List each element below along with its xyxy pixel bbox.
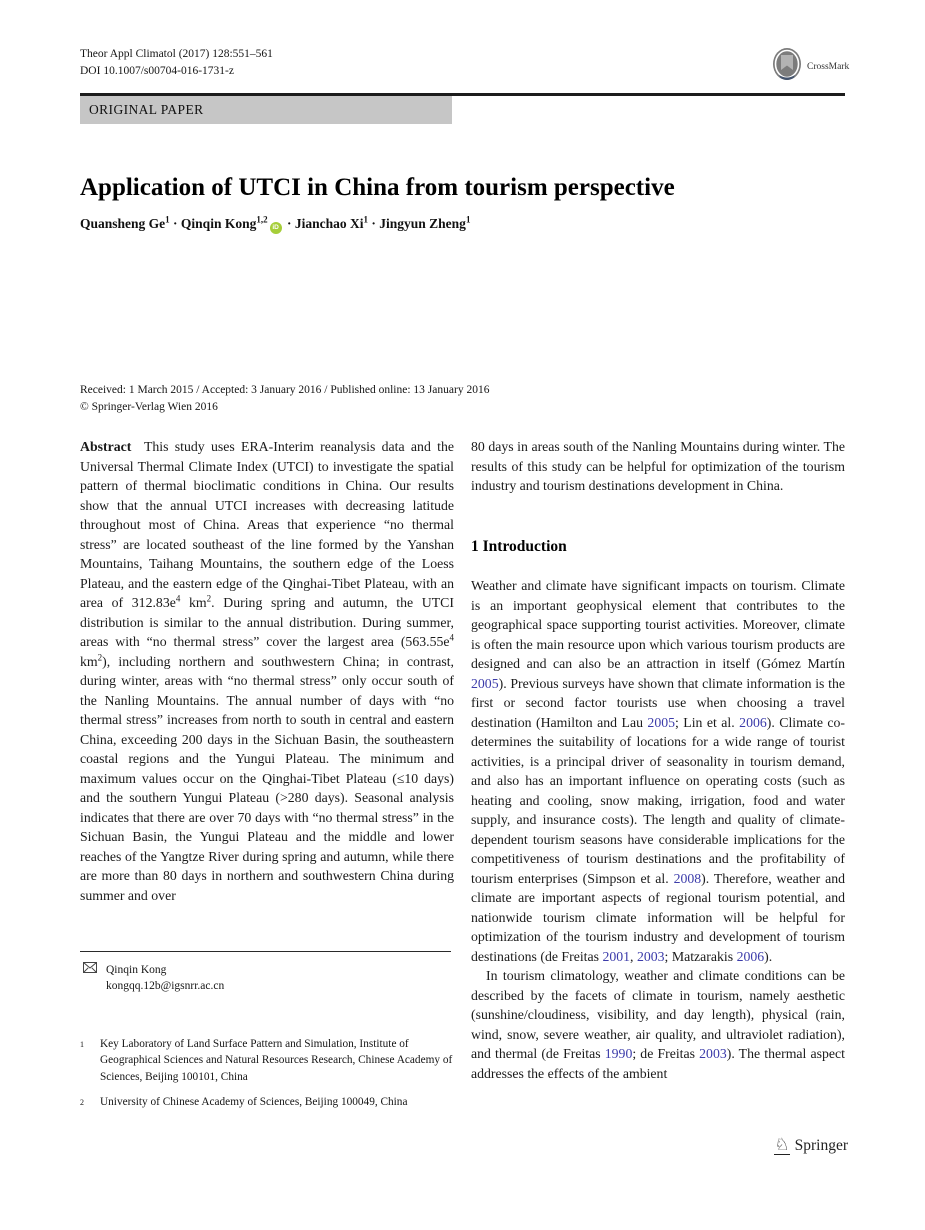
copyright-line: © Springer-Verlag Wien 2016 — [80, 400, 218, 413]
citation-link[interactable]: 2008 — [673, 870, 702, 886]
author-line: Quansheng $Ge^1$ · Qinqin Kong$^{1,2}$iD · Jianchao $Xi^1$ · Jingyun Zheng$^1$ — [80, 216, 820, 234]
doi: DOI 10.1007/s00704-016-1731-z — [80, 65, 234, 77]
citation-link[interactable]: 2001 — [602, 948, 631, 964]
footnote-text: University of Chinese Academy of Sciences, Beijing 100049, China — [100, 1095, 408, 1108]
orcid-icon[interactable]: iD — [270, 222, 282, 234]
footnote-text: Key Laboratory of Land Surface Pattern and Simulation, Institute of Geographical Sciences and Natural Resources Research, Chinese Academy of Sciences, Beijing 100101, China — [100, 1038, 453, 1083]
footnote-number: 2 — [80, 1097, 84, 1107]
footnote-rule — [80, 951, 451, 952]
citation-link[interactable]: 2005 — [471, 675, 499, 691]
introduction-paragraph-1: Weather and climate have significant impacts on tourism. Climate is an important geophysical element that contributes to the geographical space supporting tourist activities. Moreover, climate is often the main resource upon which various tourism products are designed and can also be an attraction in itself (Gómez Martín 2005). Previous surveys have shown that climate information is the first or second factor tourists use when choosing a travel destination (Hamilton and Lau 2005; Lin et al. 2006). Climate co-determines the suitability of locations for a wide range of tourist activities, is a principal driver of seasonality in tourism demand, and also has an important influence on operating costs (such as heating and cooling, snow making, irrigation, food and water supply, and insurance costs). The length and quality of climate-dependent tourism seasons have considerable implications for the competitiveness of tourism destinations and the profitability of tourism enterprises (Simpson et al. 2008). Therefore, weather and climate are important aspects of regional tourism potential, and nationwide tourism climate information will be helpful for optimization of the tourism industry and development of tourism destinations (de Freitas 2001, 2003; Matzarakis 2006). — [471, 578, 846, 964]
affiliation-footnotes — [80, 1036, 454, 1120]
citation-link[interactable]: 1990 — [604, 1046, 633, 1061]
journal-header — [80, 46, 273, 80]
article-type-text: ORIGINAL PAPER — [89, 102, 204, 117]
crossmark-icon — [771, 46, 803, 87]
corresponding-author-name: Qinqin Kong — [106, 964, 167, 976]
right-column — [471, 437, 845, 1083]
citation-link[interactable]: 2003 — [636, 948, 665, 964]
page-title: Application of UTCI in China from tourism perspective — [80, 173, 675, 201]
footnote-number: 1 — [80, 1040, 84, 1049]
citation-link[interactable]: 2006 — [739, 714, 767, 730]
citation-link[interactable]: 2005 — [647, 714, 676, 730]
correspondence-block — [83, 962, 454, 994]
crossmark-badge[interactable] — [771, 46, 849, 87]
citation-link[interactable]: 2003 — [699, 1046, 727, 1061]
envelope-icon — [83, 962, 97, 978]
citation-link[interactable]: 2006 — [736, 948, 765, 964]
introduction-paragraph-2: In tourism climatology, weather and climate conditions can be described by the facets of climate in tourism, namely aesthetic (sunshine/cloudiness, visibility, and day length), physical (rain, wind, snow, severe weather, air quality, and ultraviolet radiation), and thermal (de Freitas 1990; de Freitas 2003). The thermal aspect addresses the effects of the ambient — [471, 968, 845, 1081]
corresponding-author-email[interactable]: kongqq.12b@igsnrr.ac.cn — [106, 980, 225, 992]
section-heading-introduction: 1 Introduction — [471, 537, 567, 555]
received-accepted-line: Received: 1 March 2015 / Accepted: 3 January 2016 / Published online: 13 January 2016 — [80, 384, 490, 396]
publication-dates — [80, 382, 845, 415]
springer-knight-icon: ♘ — [774, 1135, 790, 1154]
abstract-text: Abstract This study uses ERA-Interim reanalysis data and the Universal Thermal Climate Index (UTCI) to investigate the spatial pattern of thermal bioclimatic conditions in China. Our results show that the annual UTCI increases with decreasing latitude throughout most of China. Areas that experience “no thermal stress” are located southeast of the line formed by the Yanshan Mountains, Taihang Mountains, the southern edge of the Loess Plateau, and the eastern edge of the Qinghai-Tibet Plateau, with an area of $312.83e^4$ $km^2$. During spring and autumn, the UTCI distribution is similar to the annual distribution. During summer, areas with “no thermal stress” cover the largest area ($563.55e^4$ $km^2$), including northern and southwestern China; in contrast, during winter, areas with “no thermal stress” only occur south of the Nanling Mountains. The annual number of days with “no thermal stress” increases from north to south in central and eastern China, exceeding 200 days in the Sichuan Basin, the southeastern coastal regions and the Yungui Plateau. The minimum and maximum values occur on the Qinghai-Tibet Plateau (≤10 days) and the southern Yungui Plateau (>280 days). Seasonal analysis indicates that there are over 70 days with “no thermal stress” in the Sichuan Basin, the Yungui Plateau and the middle and lower reaches of the Yangtze River during spring and autumn, while there are more than 80 days in northern and southwestern China during summer and over — [80, 439, 454, 903]
springer-wordmark: Springer — [794, 1136, 848, 1154]
affiliation-footnote — [80, 1094, 454, 1111]
crossmark-label: CrossMark — [807, 61, 850, 72]
affiliation-footnote — [80, 1036, 454, 1085]
journal-citation: Theor Appl Climatol (2017) 128:551–561 — [80, 48, 273, 60]
left-column — [80, 437, 454, 905]
abstract-continuation: 80 days in areas south of the Nanling Mountains during winter. The results of this study can be helpful for optimization of the tourism industry and tourism destinations development in China. — [471, 439, 845, 493]
article-type-label — [80, 96, 452, 124]
springer-logo — [728, 1136, 848, 1155]
